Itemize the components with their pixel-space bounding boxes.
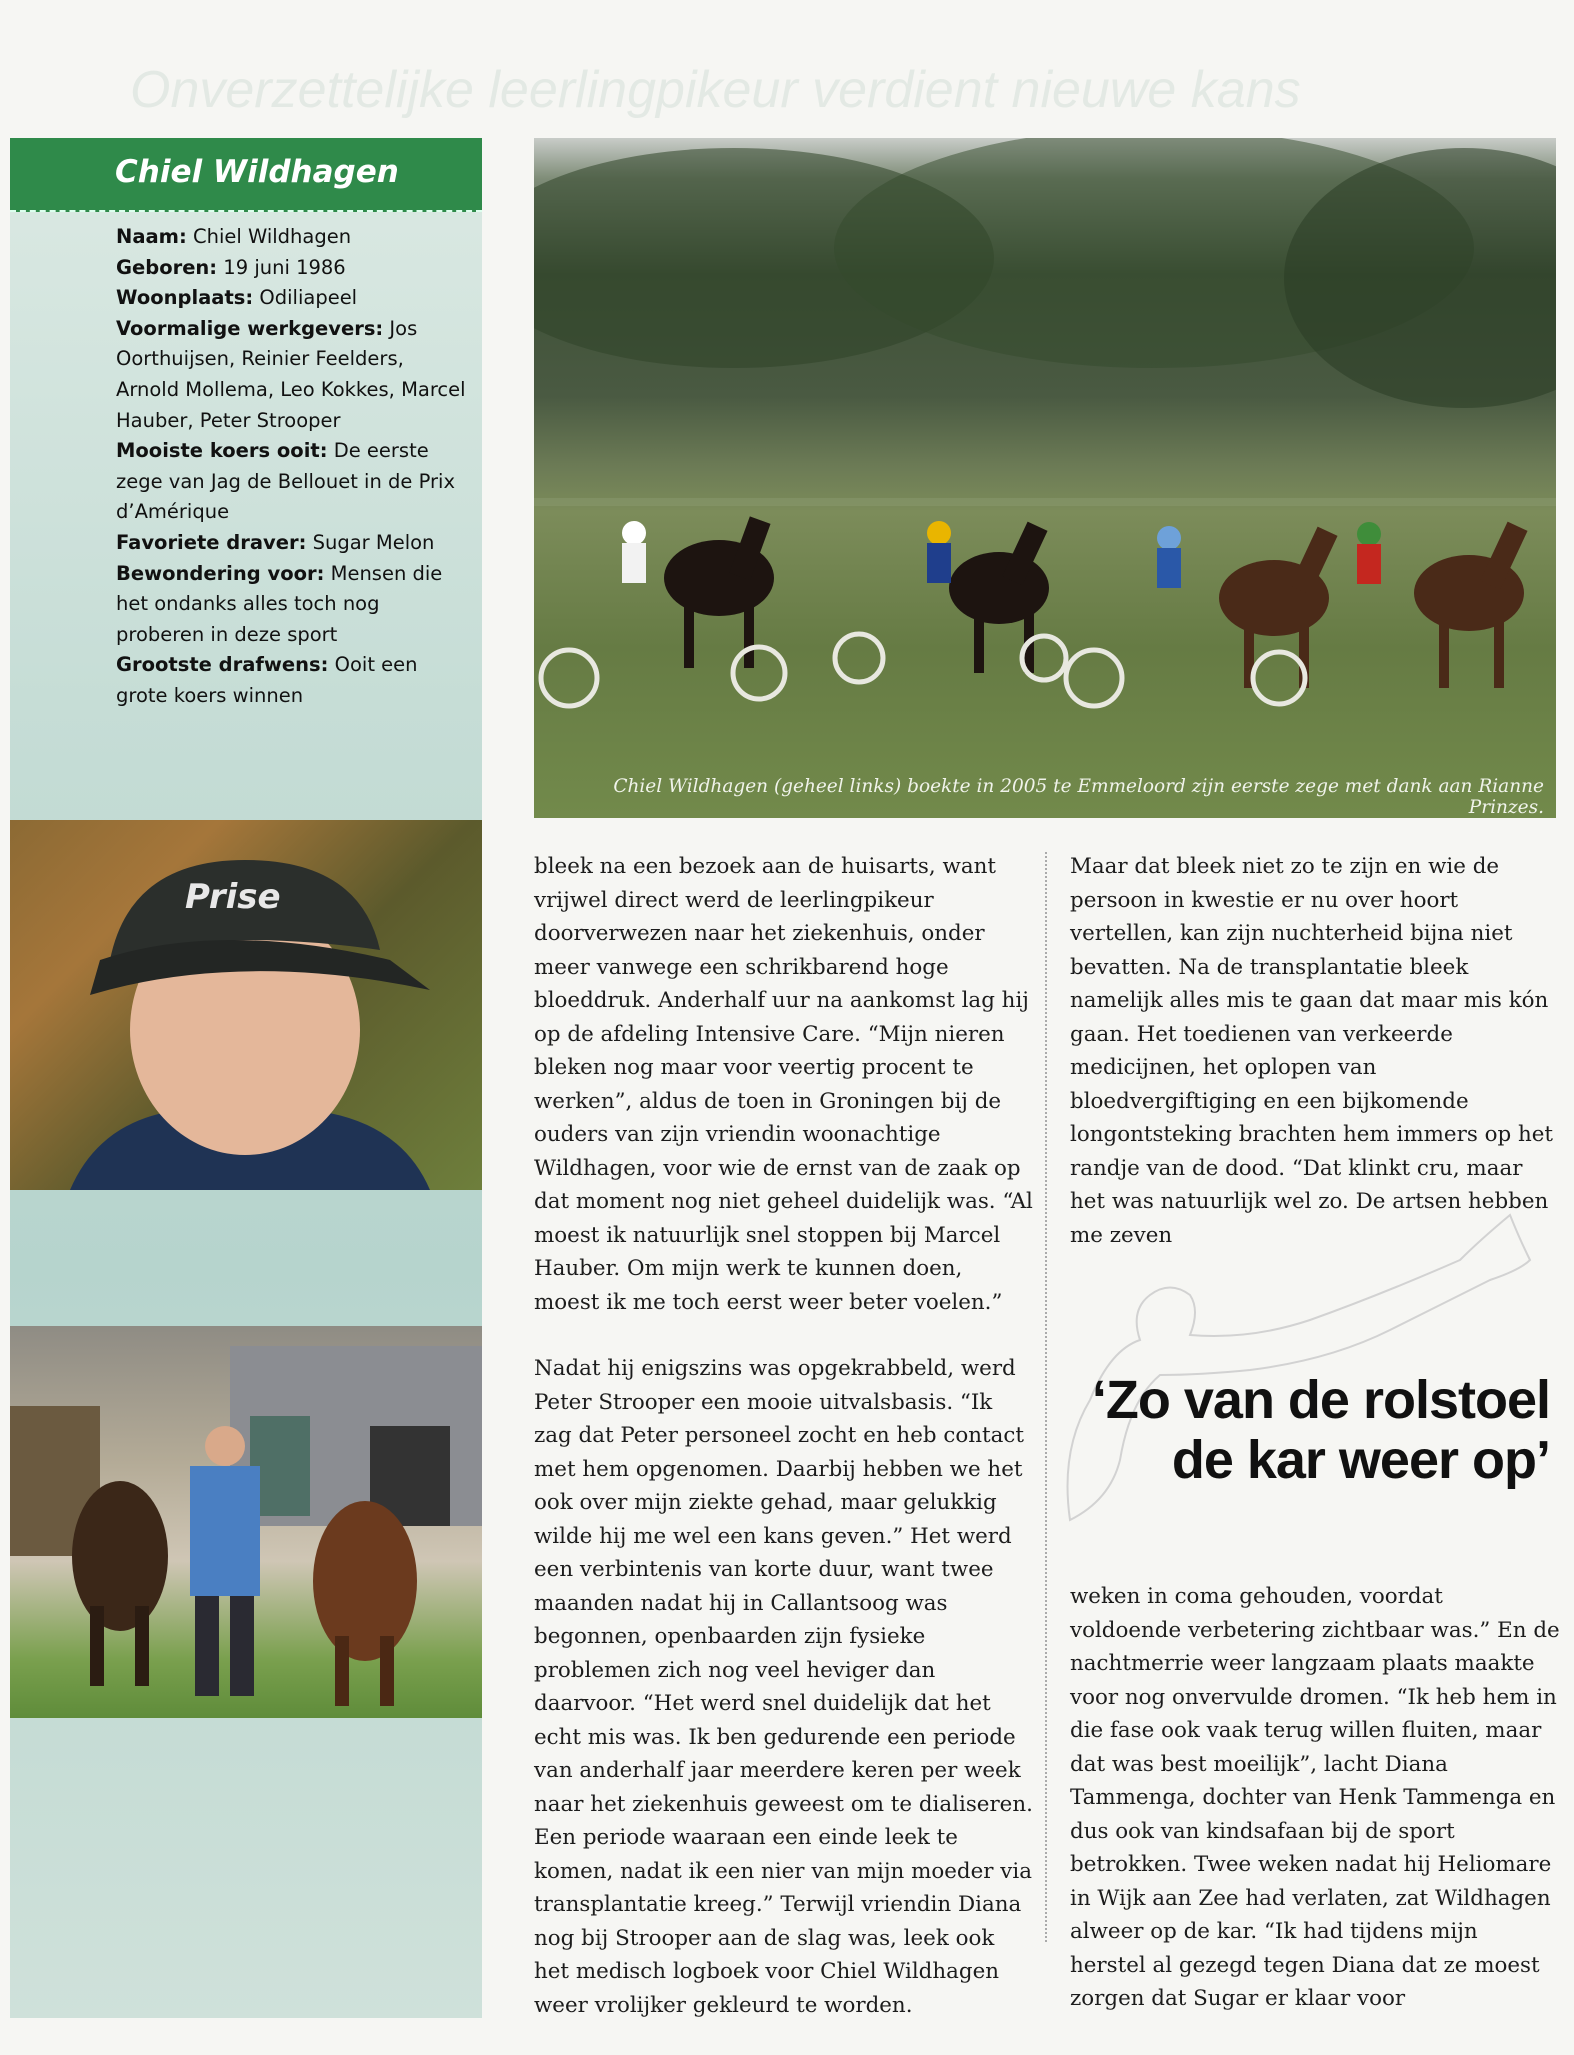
column-divider [1045, 852, 1047, 1942]
article-paragraph: Nadat hij enigszins was opgekrabbeld, werd Peter Strooper een mooie uitvalsbasis. “Ik zag dat Peter personeel zocht en heb contact met hem opgenomen. Daarbij hebben we het ook over mijn ziekte gehad, maar gelukkig wilde hij me wel een kans geven.” Het werd een verbintenis van korte duur, want twee maanden nadat hij in Callantsoog was begonnen, openbaarden zijn fysieke problemen zich nog veel heviger dan daarvoor. “Het werd snel duidelijk dat het echt mis was. Ik ben gedurende een periode van anderhalf jaar meerdere keren per week naar het ziekenhuis geweest om te dialiseren. Een periode waaraan een einde leek te komen, nadat ik een nier van mijn moeder via transplantatie kreeg.” Terwijl vriendin Diana nog bij Strooper aan de slag was, leek ook het medisch logboek voor Chiel Wildhagen weer vrolijker gekleurd te worden. [534, 1356, 1033, 2018]
race-photo [534, 138, 1556, 818]
header-banner: Onverzettelijke leerlingpikeur verdient nieuwe kans [130, 61, 1301, 119]
pull-quote-line: ‘Zo van de rolstoel [1091, 1370, 1550, 1430]
profile-field-wish: Grootste drafwens: Ooit een grote koers winnen [116, 653, 418, 707]
profile-header [10, 138, 482, 212]
profile-field-residence: Woonplaats: Odiliapeel [116, 286, 358, 310]
profile-field-employers: Voormalige werkgevers: Jos Oorthuijsen, Reinier Feelders, Arnold Mollema, Leo Kokkes, Marcel Hauber, Peter Strooper [116, 316, 466, 432]
cap-logo-text: Prise [185, 877, 281, 917]
stable-illustration [10, 1326, 482, 1718]
profile-title: Chiel Wildhagen [115, 154, 399, 190]
article-paragraph: Maar dat bleek niet zo te zijn en wie de persoon in kwestie er nu over hoort vertellen, kan zijn nuchterheid bijna niet bevatten. Na de transplantatie bleek namelijk alles mis te gaan dat maar mis kón gaan. Het toedienen van verkeerde medicijnen, het oplopen van bloedvergiftiging en een bijkomende longontsteking brachten hem immers op het randje van de dood. “Dat klinkt cru, maar het was natuurlijk wel zo. De artsen hebben me zeven [1070, 854, 1553, 1248]
race-scene-illustration [534, 138, 1556, 818]
article-paragraph: bleek na een bezoek aan de huisarts, want vrijwel direct werd de leerlingpikeur doorverwezen naar het ziekenhuis, onder meer vanwege een schrikbarend hoge bloeddruk. Anderhalf uur na aankomst lag hij op de afdeling Intensive Care. “Mijn nieren bleken nog maar voor veertig procent te werken”, aldus de toen in Groningen bij de ouders van zijn vriendin woonachtige Wildhagen, voor wie de ernst van de zaak op dat moment nog niet geheel duidelijk was. “Al moest ik natuurlijk snel stoppen bij Marcel Hauber. Om mijn werk te kunnen doen, moest ik me toch eerst weer beter voelen.” [534, 854, 1033, 1315]
pull-quote [1070, 1370, 1550, 1490]
profile-field-name: Naam: Chiel Wildhagen [116, 225, 352, 248]
article-column-right-bottom [1070, 1580, 1560, 2049]
profile-field-born: Geboren: 19 juni 1986 [116, 255, 346, 279]
stable-photo [10, 1326, 482, 1718]
portrait-illustration [10, 820, 482, 1190]
pull-quote-line: de kar weer op’ [1171, 1430, 1550, 1490]
photo-caption: Chiel Wildhagen (geheel links) boekte in 2005 te Emmeloord zijn eerste zege met dank aan Rianne Prinzes. [613, 776, 1544, 818]
article-column-left [534, 850, 1034, 2055]
profile-facts [116, 222, 466, 712]
profile-field-favorite-horse: Favoriete draver: Sugar Melon [116, 530, 435, 554]
profile-field-admiration: Bewondering voor: Mensen die het ondanks alles toch nog proberen in deze sport [116, 561, 443, 646]
profile-field-best-race: Mooiste koers ooit: De eerste zege van Jag de Bellouet in de Prix d’Amérique [116, 439, 455, 524]
article-paragraph: weken in coma gehouden, voordat voldoende verbetering zichtbaar was.” En de nachtmerrie weer langzaam plaats maakte voor nog onvervulde dromen. “Ik heb hem in die fase ook vaak terug willen fluiten, maar dat was best moeilijk”, lacht Diana Tammenga, dochter van Henk Tammenga en dus ook van kindsafaan bij de sport betrokken. Twee weken nadat hij Heliomare in Wijk aan Zee had verlaten, zat Wildhagen alweer op de kar. “Ik had tijdens mijn herstel al gezegd tegen Diana dat ze moest zorgen dat Sugar er klaar voor [1070, 1584, 1560, 2011]
portrait-photo [10, 820, 482, 1190]
